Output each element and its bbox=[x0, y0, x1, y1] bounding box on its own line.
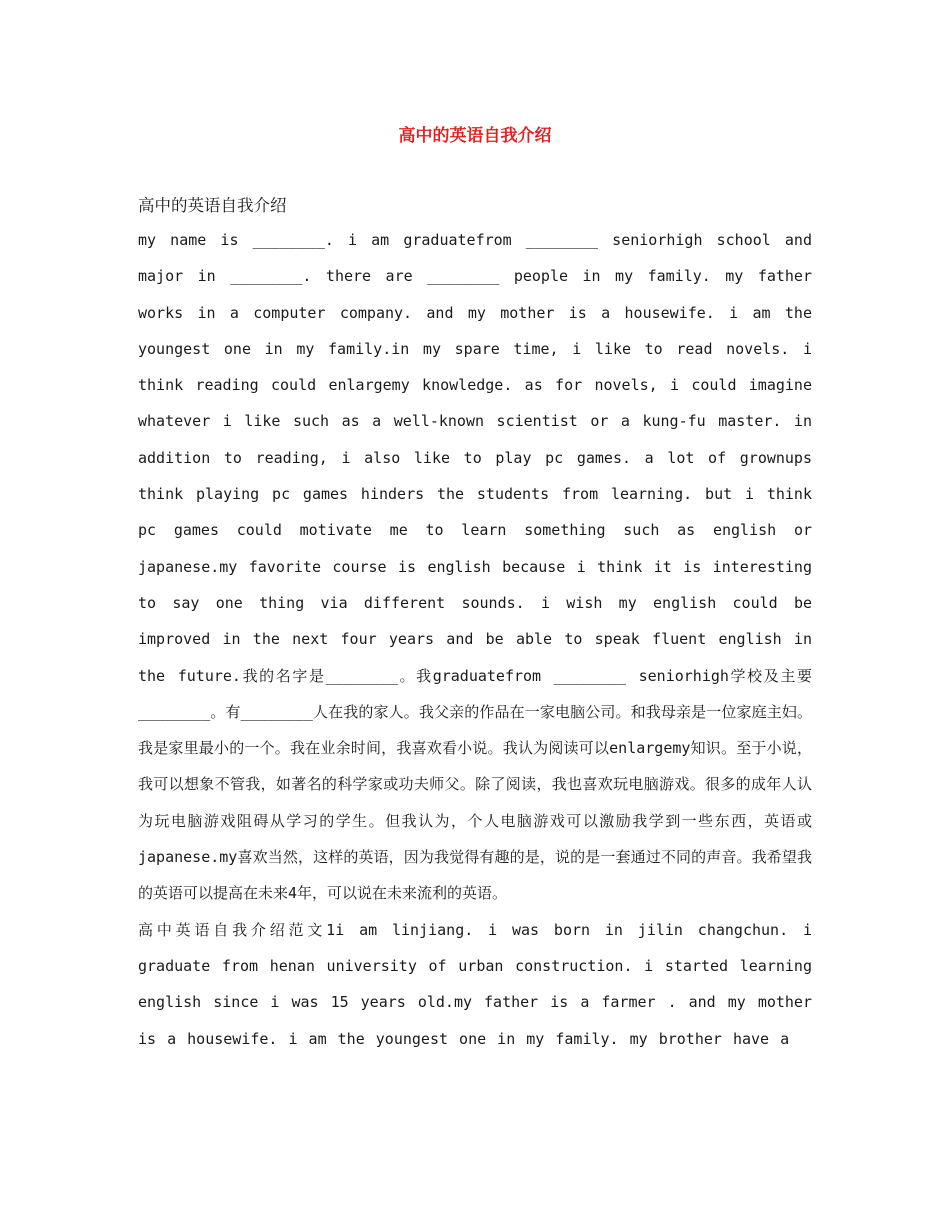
paragraph-intro-en bbox=[138, 222, 812, 912]
section-heading: 高中的英语自我介绍 bbox=[138, 196, 287, 215]
paragraph-intro-cn-text: 我的名字是________。我graduatefrom ________ seniorhigh学校及主要________。有________人在我的家人。我父亲的作品在一家电脑公司。和我母亲是一位家庭主妇。我是家里最小的一个。我在业余时间，我喜欢看小说。我认为阅读可以enlargemy知识。至于小说，我可以想象不管我，如著名的科学家或功夫师父。除了阅读，我也喜欢玩电脑游戏。很多的成年人认为玩电脑游戏阻碍从学习的学生。但我认为，个人电脑游戏可以激励我学到一些东西，英语或japanese.my喜欢当然，这样的英语，因为我觉得有趣的是，说的是一套通过不同的声音。我希望我的英语可以提高在未来4年，可以说在未来流利的英语。 bbox=[138, 666, 812, 903]
paragraph-intro-en-text: my name is ________. i am graduatefrom ________ seniorhigh school and major in ________. there are ________ people in my family. my father works in a computer company. and my mother is a housewife. i am the youngest one in my family.in my spare time, i like to read novels. i think reading could enlargemy knowledge. as for novels, i could imagine whatever i like such as a well-known scientist or a kung-fu master. in addition to reading, i also like to play pc games. a lot of grownups think playing pc games hinders the students from learning. but i think pc games could motivate me to learn something such as english or japanese.my favorite course is english because i think it is interesting to say one thing via different sounds. i wish my english could be improved in the next four years and be able to speak fluent english in the future. bbox=[138, 231, 812, 685]
document-title: 高中的英语自我介绍 bbox=[398, 126, 552, 146]
paragraph-sample-1: 高中英语自我介绍范文1i am linjiang. i was born in jilin changchun. i graduate from henan university of urban construction. i started learning english since i was 15 years old.my father is a farmer . and my mother is a housewife. i am the youngest one in my family. my brother have a bbox=[138, 920, 812, 1048]
document-body bbox=[138, 190, 812, 1057]
